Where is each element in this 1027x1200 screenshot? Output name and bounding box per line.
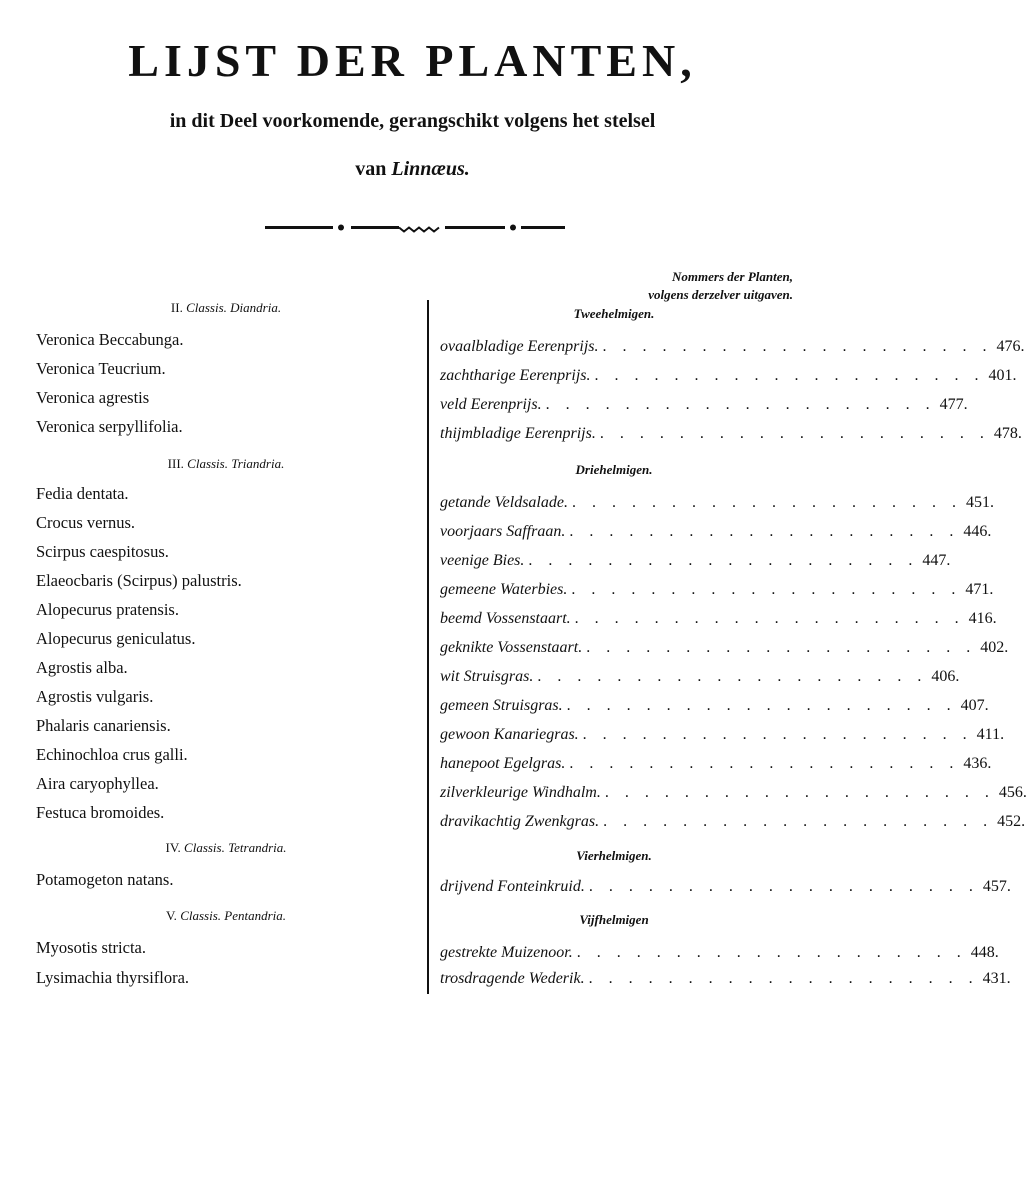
dutch-name: veenige Bies. — [440, 552, 525, 569]
dutch-entry: wit Struisgras. . . . . . . . . . . . . . . . . . . . . 406. — [440, 668, 960, 685]
dutch-name: hanepoot Egelgras. — [440, 755, 566, 772]
dutch-name: trosdragende Wederik. — [440, 970, 585, 987]
page-title: LIJST DER PLANTEN, — [128, 35, 697, 86]
class-number: IV. — [165, 840, 181, 855]
dutch-name: gewoon Kanariegras. — [440, 726, 579, 743]
dutch-entry: geknikte Vossenstaart. . . . . . . . . . . . . . . . . . . . . 402. — [440, 639, 1009, 656]
dutch-entry: getande Veldsalade. . . . . . . . . . . . . . . . . . . . . 451. — [440, 494, 994, 511]
dutch-name: ovaalbladige Eerenprijs. — [440, 338, 599, 355]
latin-name: Alopecurus geniculatus. — [36, 629, 196, 648]
dutch-name: gemeene Waterbies. — [440, 581, 568, 598]
latin-name: Festuca bromoides. — [36, 803, 165, 822]
dutch-name: voorjaars Saffraan. — [440, 523, 566, 540]
class-name: Tetrandria. — [228, 840, 287, 855]
class-name: Diandria. — [230, 300, 282, 315]
entry-number: 452. — [997, 813, 1026, 830]
latin-name: Agrostis alba. — [36, 658, 128, 677]
dutch-entry: zachtharige Eerenprijs. . . . . . . . . . . . . . . . . . . . . 401. — [440, 367, 1017, 384]
class-number: II. — [170, 300, 183, 315]
column-divider — [427, 300, 429, 994]
dutch-entry: gemeen Struisgras. . . . . . . . . . . . . . . . . . . . . 407. — [440, 697, 989, 714]
column-header-line-2: volgens derzelver uitgaven. — [648, 287, 793, 302]
page-subtitle: in dit Deel voorkomende, gerangschikt volgens het stelsel — [169, 110, 656, 132]
entry-number: 406. — [931, 668, 960, 685]
ornament-divider — [265, 220, 565, 236]
latin-name: Scirpus caespitosus. — [36, 542, 169, 561]
dutch-name: beemd Vossenstaart. — [440, 610, 571, 627]
dutch-name: zachtharige Eerenprijs. — [440, 367, 591, 384]
dutch-entry: trosdragende Wederik. . . . . . . . . . . . . . . . . . . . . 431. — [440, 970, 1011, 987]
entry-number: 436. — [963, 755, 992, 772]
column-header — [573, 268, 793, 304]
entry-number: 402. — [980, 639, 1009, 656]
dutch-entry: voorjaars Saffraan. . . . . . . . . . . . . . . . . . . . . 446. — [440, 523, 992, 540]
class-name: Triandria. — [231, 456, 285, 471]
dutch-name: veld Eerenprijs. — [440, 396, 542, 413]
latin-name: Veronica serpyllifolia. — [36, 417, 183, 436]
latin-name: Myosotis stricta. — [36, 938, 146, 957]
entry-number: 471. — [965, 581, 994, 598]
dutch-entry: veld Eerenprijs. . . . . . . . . . . . . . . . . . . . . 477. — [440, 396, 968, 413]
dutch-entry: drijvend Fonteinkruid. . . . . . . . . . . . . . . . . . . . . 457. — [440, 878, 1011, 895]
entry-number: 456. — [998, 784, 1027, 801]
dutch-entry: hanepoot Egelgras. . . . . . . . . . . . . . . . . . . . . 436. — [440, 755, 992, 772]
class-heading — [36, 840, 416, 856]
class-number: III. — [167, 456, 184, 471]
entry-number: 478. — [993, 425, 1022, 442]
latin-name: Potamogeton natans. — [36, 870, 174, 889]
class-word: Classis. — [186, 300, 227, 315]
subtitle-author-name: Linnæus. — [391, 158, 470, 180]
dutch-entry: veenige Bies. . . . . . . . . . . . . . . . . . . . . 447. — [440, 552, 951, 569]
entry-number: 448. — [970, 944, 999, 961]
group-name: Driehelmigen. — [575, 462, 653, 477]
latin-name: Veronica agrestis — [36, 388, 150, 407]
latin-name: Alopecurus pratensis. — [36, 600, 179, 619]
column-header-line-1: Nommers der Planten, — [672, 269, 793, 284]
dutch-entry: zilverkleurige Windhalm. . . . . . . . . . . . . . . . . . . . . 456. — [440, 784, 1027, 801]
class-name: Pentandria. — [224, 908, 287, 923]
dutch-entry: gemeene Waterbies. . . . . . . . . . . . . . . . . . . . . 471. — [440, 581, 994, 598]
entry-number: 407. — [960, 697, 989, 714]
dutch-entry: ovaalbladige Eerenprijs. . . . . . . . . . . . . . . . . . . . . 476. — [440, 338, 1025, 355]
entry-number: 447. — [922, 552, 951, 569]
latin-name: Veronica Beccabunga. — [36, 330, 184, 349]
subtitle-prefix: van — [355, 158, 387, 180]
page-subtitle-author — [0, 158, 825, 181]
dutch-name: wit Struisgras. — [440, 668, 534, 685]
class-heading — [36, 908, 416, 924]
dutch-name: gemeen Struisgras. — [440, 697, 563, 714]
latin-name: Fedia dentata. — [36, 484, 129, 503]
dutch-entry: thijmbladige Eerenprijs. . . . . . . . . . . . . . . . . . . . . 478. — [440, 425, 1022, 442]
dutch-name: gestrekte Muizenoor. — [440, 944, 573, 961]
latin-name: Aira caryophyllea. — [36, 774, 159, 793]
latin-name: Echinochloa crus galli. — [36, 745, 188, 764]
latin-name: Agrostis vulgaris. — [36, 687, 154, 706]
class-word: Classis. — [184, 840, 225, 855]
entry-number: 457. — [982, 878, 1011, 895]
dutch-entry: gewoon Kanariegras. . . . . . . . . . . . . . . . . . . . . 411. — [440, 726, 1005, 743]
dutch-entry: gestrekte Muizenoor. . . . . . . . . . . . . . . . . . . . . 448. — [440, 944, 999, 961]
dutch-name: dravikachtig Zwenkgras. — [440, 813, 600, 830]
entry-number: 401. — [988, 367, 1017, 384]
dutch-name: drijvend Fonteinkruid. — [440, 878, 585, 895]
class-word: Classis. — [187, 456, 228, 471]
group-name: Tweehelmigen. — [573, 306, 655, 321]
latin-name: Elaeocbaris (Scirpus) palustris. — [36, 571, 242, 590]
latin-name: Crocus vernus. — [36, 513, 135, 532]
latin-name: Phalaris canariensis. — [36, 716, 171, 735]
entry-number: 451. — [965, 494, 994, 511]
latin-name: Lysimachia thyrsiflora. — [36, 968, 190, 987]
group-name: Vijfhelmigen — [579, 912, 649, 927]
entry-number: 477. — [939, 396, 968, 413]
entry-number: 416. — [968, 610, 997, 627]
dutch-name: getande Veldsalade. — [440, 494, 568, 511]
class-number: V. — [165, 908, 177, 923]
entry-number: 476. — [996, 338, 1025, 355]
dutch-entry: dravikachtig Zwenkgras. . . . . . . . . . . . . . . . . . . . . 452. — [440, 813, 1026, 830]
dutch-name: geknikte Vossenstaart. — [440, 639, 583, 656]
entry-number: 431. — [982, 970, 1011, 987]
class-heading — [36, 456, 416, 472]
class-word: Classis. — [180, 908, 222, 923]
group-name: Vierhelmigen. — [576, 848, 652, 863]
entry-number: 446. — [963, 523, 992, 540]
dutch-entry: beemd Vossenstaart. . . . . . . . . . . . . . . . . . . . . 416. — [440, 610, 997, 627]
class-heading — [36, 300, 416, 316]
entry-number: 411. — [976, 726, 1005, 743]
latin-name: Veronica Teucrium. — [36, 359, 166, 378]
dutch-name: zilverkleurige Windhalm. — [440, 784, 601, 801]
dutch-name: thijmbladige Eerenprijs. — [440, 425, 596, 442]
